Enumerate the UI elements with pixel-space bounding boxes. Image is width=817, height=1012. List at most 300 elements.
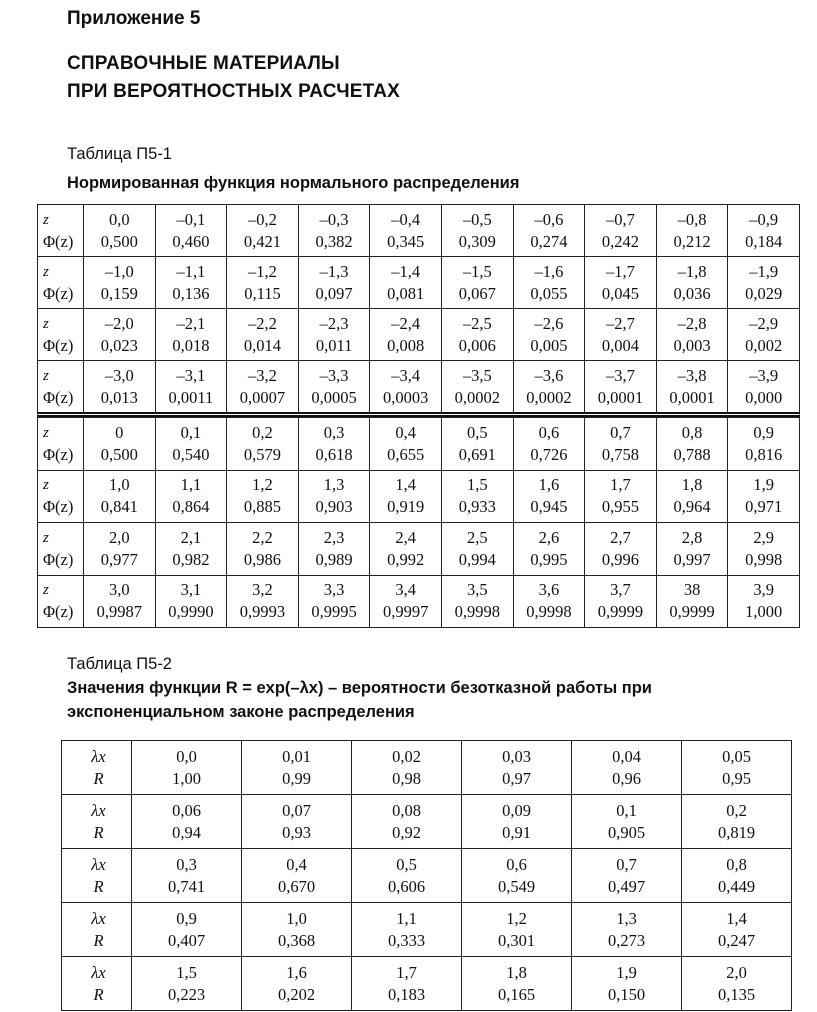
z-value: 1,1 <box>180 475 202 495</box>
phi-value: 0,9990 <box>168 602 214 622</box>
r-value: 0,135 <box>717 984 756 1004</box>
table-cell <box>571 903 681 956</box>
z-value: 3,9 <box>753 580 774 600</box>
row-label-z: z <box>43 582 49 599</box>
lambda-x-value: 1,2 <box>506 908 527 928</box>
table-cell <box>656 576 728 628</box>
row-label-r: R <box>93 822 104 842</box>
table-cell <box>298 205 370 256</box>
table-row-group <box>37 522 800 575</box>
table-cell <box>155 471 227 523</box>
table-cell <box>513 257 585 308</box>
table-cell <box>681 741 791 794</box>
z-value: –1,4 <box>391 261 421 281</box>
table-cell <box>513 418 585 470</box>
phi-value: 0,540 <box>172 444 210 464</box>
lambda-x-value: 0,6 <box>506 854 527 874</box>
phi-value: 0,691 <box>458 444 496 464</box>
phi-value: 0,9997 <box>383 602 429 622</box>
table-cell <box>226 257 298 308</box>
phi-value: 0,9999 <box>597 602 644 622</box>
table-cell <box>226 576 298 628</box>
z-value: –0,7 <box>606 209 635 229</box>
table-cell <box>226 205 298 256</box>
table-cell <box>83 523 155 575</box>
z-value: –1,5 <box>462 261 492 281</box>
table-cell <box>441 205 513 256</box>
phi-value: 0,006 <box>458 335 496 355</box>
phi-value: 0,9998 <box>526 602 572 622</box>
phi-value: 0,309 <box>458 231 496 251</box>
r-value: 0,94 <box>172 822 201 842</box>
z-value: 1,5 <box>466 475 488 495</box>
table-cell <box>226 418 298 470</box>
lambda-x-value: 1,1 <box>396 908 417 928</box>
z-value: –2,8 <box>677 313 707 333</box>
z-value: 2,0 <box>108 527 130 547</box>
r-value: 0,150 <box>607 984 646 1004</box>
table-cell <box>131 741 241 794</box>
table-cell <box>727 205 799 256</box>
phi-value: 0,0005 <box>311 387 357 407</box>
phi-value: 0,996 <box>601 549 640 569</box>
r-value: 0,549 <box>497 876 536 896</box>
lambda-x-value: 0,03 <box>502 746 531 766</box>
r-value: 0,301 <box>497 930 536 950</box>
r-value: 0,247 <box>717 930 756 950</box>
z-value: –1,3 <box>319 261 349 281</box>
z-value: 0,9 <box>753 422 774 442</box>
row-header <box>38 257 83 308</box>
z-value: 3,6 <box>538 580 560 600</box>
r-value: 0,92 <box>392 822 421 842</box>
row-label-z: z <box>43 477 49 494</box>
phi-value: 0,011 <box>315 335 353 355</box>
phi-value: 0,136 <box>172 283 210 303</box>
table-cell <box>461 795 571 848</box>
table-cell <box>681 849 791 902</box>
lambda-x-value: 0,05 <box>722 746 751 766</box>
table-cell <box>241 957 351 1010</box>
row-label-z: z <box>43 263 49 280</box>
row-label-z: z <box>43 529 49 546</box>
r-value: 0,223 <box>167 984 206 1004</box>
table-cell <box>155 523 227 575</box>
table-row <box>38 361 799 412</box>
table-cell <box>369 309 441 360</box>
table-cell <box>155 361 227 412</box>
row-label-lambda-x: λx <box>91 800 106 820</box>
phi-value: 0,0002 <box>454 387 500 407</box>
table-cell <box>681 903 791 956</box>
row-label-r: R <box>93 984 104 1004</box>
phi-value: 0,992 <box>387 549 425 569</box>
phi-value: 0,005 <box>530 335 568 355</box>
row-header <box>38 418 83 470</box>
z-value: 0,6 <box>538 422 560 442</box>
table-row-group <box>37 575 800 629</box>
z-value: –0,6 <box>534 209 564 229</box>
z-value: 0,1 <box>180 422 202 442</box>
table-cell <box>584 418 656 470</box>
row-header <box>62 957 131 1010</box>
table-cell <box>298 257 370 308</box>
table-cell <box>441 523 513 575</box>
table-row-group <box>37 360 800 417</box>
table-cell <box>369 361 441 412</box>
phi-value: 0,945 <box>530 497 568 517</box>
phi-value: 0,9995 <box>311 602 357 622</box>
lambda-x-value: 0,07 <box>282 800 311 820</box>
phi-value: 0,029 <box>745 283 783 303</box>
table-cell <box>513 205 585 256</box>
lambda-x-value: 1,7 <box>396 962 417 982</box>
z-value: 3,4 <box>395 580 416 600</box>
r-value: 0,741 <box>167 876 206 896</box>
r-value: 0,99 <box>282 768 311 788</box>
lambda-x-value: 0,3 <box>176 854 197 874</box>
lambda-x-value: 0,01 <box>282 746 311 766</box>
z-value: –1,7 <box>606 261 635 281</box>
r-value: 0,165 <box>497 984 536 1004</box>
z-value: 1,0 <box>108 475 130 495</box>
row-header <box>62 795 131 848</box>
phi-value: 0,0002 <box>526 387 572 407</box>
z-value: 2,9 <box>753 527 774 547</box>
r-value: 0,183 <box>387 984 426 1004</box>
row-header <box>38 361 83 412</box>
phi-value: 0,081 <box>387 283 425 303</box>
phi-value: 0,998 <box>745 549 783 569</box>
lambda-x-value: 1,3 <box>616 908 637 928</box>
phi-value: 0,115 <box>244 283 281 303</box>
table-cell <box>155 418 227 470</box>
z-value: 0,7 <box>610 422 631 442</box>
table-row <box>38 309 799 360</box>
phi-value: 0,995 <box>530 549 568 569</box>
phi-value: 0,579 <box>243 444 282 464</box>
table-cell <box>241 741 351 794</box>
z-value: –0,3 <box>319 209 349 229</box>
table-row <box>38 576 799 628</box>
row-label-r: R <box>93 876 104 896</box>
z-value: 0 <box>115 422 124 442</box>
table-cell <box>571 849 681 902</box>
table-cell <box>681 795 791 848</box>
z-value: 2,8 <box>681 527 703 547</box>
z-value: –2,4 <box>391 313 421 333</box>
table-cell <box>727 418 799 470</box>
table-row <box>38 523 799 575</box>
table-cell <box>241 795 351 848</box>
table-cell <box>155 205 227 256</box>
phi-value: 0,0011 <box>168 387 214 407</box>
z-value: 1,4 <box>395 475 416 495</box>
z-value: 3,3 <box>323 580 345 600</box>
phi-value: 0,982 <box>172 549 210 569</box>
table-cell <box>351 741 461 794</box>
table-row <box>38 471 799 523</box>
phi-value: 0,067 <box>458 283 496 303</box>
table-cell <box>155 309 227 360</box>
z-value: –0,8 <box>677 209 707 229</box>
lambda-x-value: 1,6 <box>286 962 307 982</box>
z-value: –2,7 <box>606 313 635 333</box>
r-value: 0,606 <box>387 876 426 896</box>
z-value: –1,2 <box>248 261 277 281</box>
table-cell <box>351 957 461 1010</box>
z-value: 1,6 <box>538 475 560 495</box>
lambda-x-value: 0,9 <box>176 908 197 928</box>
r-value: 0,449 <box>717 876 756 896</box>
lambda-x-value: 1,0 <box>286 908 307 928</box>
phi-value: 0,212 <box>673 231 711 251</box>
phi-value: 0,864 <box>172 497 210 517</box>
z-value: –2,3 <box>319 313 349 333</box>
table-cell <box>584 576 656 628</box>
z-value: –2,2 <box>248 313 277 333</box>
r-value: 0,407 <box>167 930 206 950</box>
row-label-phi: Φ(z) <box>43 444 74 464</box>
r-value: 0,368 <box>277 930 316 950</box>
z-value: –1,0 <box>104 261 134 281</box>
z-value: –2,1 <box>176 313 206 333</box>
phi-value: 0,013 <box>100 387 138 407</box>
table-cell <box>513 576 585 628</box>
z-value: 1,7 <box>610 475 631 495</box>
table-cell <box>131 795 241 848</box>
table-cell <box>727 309 799 360</box>
phi-value: 0,055 <box>530 283 568 303</box>
table-cell <box>584 309 656 360</box>
row-label-phi: Φ(z) <box>43 497 74 517</box>
z-value: 3,1 <box>180 580 202 600</box>
phi-value: 0,977 <box>100 549 138 569</box>
r-value: 0,670 <box>277 876 316 896</box>
phi-value: 0,971 <box>745 497 783 517</box>
z-value: –3,3 <box>319 365 349 385</box>
row-label-z: z <box>43 211 49 228</box>
table-cell <box>131 903 241 956</box>
z-value: 2,3 <box>323 527 345 547</box>
table-cell <box>461 957 571 1010</box>
row-header <box>38 309 83 360</box>
table-row <box>62 903 791 957</box>
phi-value: 0,9987 <box>96 602 142 622</box>
phi-value: 0,023 <box>100 335 138 355</box>
row-label-lambda-x: λx <box>91 962 106 982</box>
lambda-x-value: 0,06 <box>172 800 201 820</box>
row-label-phi: Φ(z) <box>43 231 74 251</box>
r-value: 0,98 <box>392 768 421 788</box>
z-value: 0,4 <box>395 422 416 442</box>
table-cell <box>241 849 351 902</box>
r-value: 0,97 <box>502 768 531 788</box>
z-value: 2,1 <box>180 527 202 547</box>
table-cell <box>369 205 441 256</box>
table-cell <box>241 903 351 956</box>
lambda-x-value: 0,4 <box>286 854 307 874</box>
phi-value: 0,986 <box>243 549 282 569</box>
lambda-x-value: 0,09 <box>502 800 531 820</box>
phi-value: 0,841 <box>100 497 138 517</box>
z-value: –0,2 <box>248 209 277 229</box>
table-cell <box>584 523 656 575</box>
z-value: 2,5 <box>466 527 488 547</box>
appendix-title: Приложение 5 <box>67 8 201 29</box>
table-cell <box>461 903 571 956</box>
table-cell <box>727 471 799 523</box>
z-value: 0,2 <box>252 422 273 442</box>
z-value: –3,0 <box>104 365 134 385</box>
table-cell <box>656 205 728 256</box>
phi-value: 0,994 <box>458 549 496 569</box>
phi-value: 0,014 <box>243 335 282 355</box>
r-value: 0,91 <box>502 822 531 842</box>
table-cell <box>83 418 155 470</box>
phi-value: 0,788 <box>673 444 711 464</box>
table-cell <box>441 361 513 412</box>
phi-value: 0,002 <box>745 335 783 355</box>
table-cell <box>441 471 513 523</box>
phi-value: 0,000 <box>745 387 783 407</box>
z-value: –0,9 <box>749 209 779 229</box>
table-cell <box>461 741 571 794</box>
phi-value: 0,382 <box>315 231 353 251</box>
row-header <box>62 741 131 794</box>
phi-value: 0,933 <box>458 497 496 517</box>
phi-value: 0,9993 <box>239 602 286 622</box>
row-header <box>38 471 83 523</box>
table-cell <box>727 361 799 412</box>
table-cell <box>571 741 681 794</box>
table-cell <box>131 957 241 1010</box>
row-label-phi: Φ(z) <box>43 602 74 622</box>
row-label-z: z <box>43 315 49 332</box>
table-cell <box>369 523 441 575</box>
table-cell <box>656 309 728 360</box>
row-label-phi: Φ(z) <box>43 387 74 407</box>
table-cell <box>441 309 513 360</box>
phi-value: 0,003 <box>673 335 711 355</box>
table-row-group <box>37 256 800 308</box>
table-cell <box>83 205 155 256</box>
table-cell <box>584 257 656 308</box>
lambda-x-value: 0,08 <box>392 800 421 820</box>
z-value: 3,7 <box>610 580 631 600</box>
z-value: 2,4 <box>395 527 416 547</box>
table2-caption: Значения функции R = exp(–λx) – вероятности безотказной работы при экспоненциальном законе распределения <box>67 679 652 721</box>
table-cell <box>441 418 513 470</box>
r-value: 0,93 <box>282 822 311 842</box>
table-cell <box>351 903 461 956</box>
row-label-lambda-x: λx <box>91 854 106 874</box>
lambda-x-value: 1,9 <box>616 962 637 982</box>
phi-value: 0,018 <box>172 335 210 355</box>
lambda-x-value: 2,0 <box>726 962 747 982</box>
row-header <box>62 903 131 956</box>
table-cell <box>351 849 461 902</box>
z-value: –2,5 <box>462 313 492 333</box>
r-value: 0,905 <box>607 822 646 842</box>
table-cell <box>461 849 571 902</box>
lambda-x-value: 0,5 <box>396 854 417 874</box>
z-value: 3,2 <box>252 580 273 600</box>
z-value: –0,5 <box>462 209 492 229</box>
phi-value: 0,903 <box>315 497 353 517</box>
table-cell <box>298 576 370 628</box>
lambda-x-value: 0,2 <box>726 800 747 820</box>
phi-value: 0,618 <box>315 444 353 464</box>
table-cell <box>298 309 370 360</box>
table-cell <box>571 957 681 1010</box>
table-row <box>62 795 791 849</box>
exponential-reliability-table <box>61 740 792 1011</box>
normal-distribution-table <box>37 204 800 628</box>
lambda-x-value: 1,5 <box>176 962 197 982</box>
table-cell <box>656 361 728 412</box>
table-cell <box>441 576 513 628</box>
row-label-lambda-x: λx <box>91 908 106 928</box>
table-cell <box>513 309 585 360</box>
table-cell <box>226 309 298 360</box>
r-value: 0,819 <box>717 822 756 842</box>
table-cell <box>83 361 155 412</box>
lambda-x-value: 1,8 <box>506 962 527 982</box>
table-cell <box>571 795 681 848</box>
table-cell <box>226 361 298 412</box>
phi-value: 0,919 <box>387 497 425 517</box>
row-label-r: R <box>93 768 104 788</box>
z-value: 1,8 <box>681 475 703 495</box>
z-value: –3,2 <box>248 365 277 385</box>
table-cell <box>656 418 728 470</box>
phi-value: 0,726 <box>530 444 568 464</box>
table-row <box>38 257 799 308</box>
phi-value: 0,460 <box>172 231 210 251</box>
z-value: –3,6 <box>534 365 564 385</box>
row-label-lambda-x: λx <box>91 746 106 766</box>
z-value: –3,5 <box>462 365 492 385</box>
table-cell <box>656 471 728 523</box>
phi-value: 0,242 <box>601 231 640 251</box>
row-header <box>62 849 131 902</box>
table-cell <box>681 957 791 1010</box>
r-value: 0,202 <box>277 984 316 1004</box>
table-cell <box>727 576 799 628</box>
z-value: 2,2 <box>252 527 273 547</box>
table-row <box>62 740 791 795</box>
phi-value: 0,9998 <box>454 602 500 622</box>
table-cell <box>226 471 298 523</box>
phi-value: 0,0003 <box>383 387 429 407</box>
z-value: 3,5 <box>466 580 488 600</box>
z-value: 1,3 <box>323 475 345 495</box>
z-value: –3,8 <box>677 365 707 385</box>
table-cell <box>656 257 728 308</box>
table-cell <box>155 257 227 308</box>
lambda-x-value: 0,7 <box>616 854 637 874</box>
phi-value: 0,0001 <box>597 387 644 407</box>
table-cell <box>513 361 585 412</box>
row-label-phi: Φ(z) <box>43 549 74 569</box>
z-value: 0,5 <box>466 422 488 442</box>
row-header <box>38 523 83 575</box>
phi-value: 0,500 <box>100 231 138 251</box>
row-label-r: R <box>93 930 104 950</box>
table-cell <box>83 309 155 360</box>
row-header <box>38 205 83 256</box>
